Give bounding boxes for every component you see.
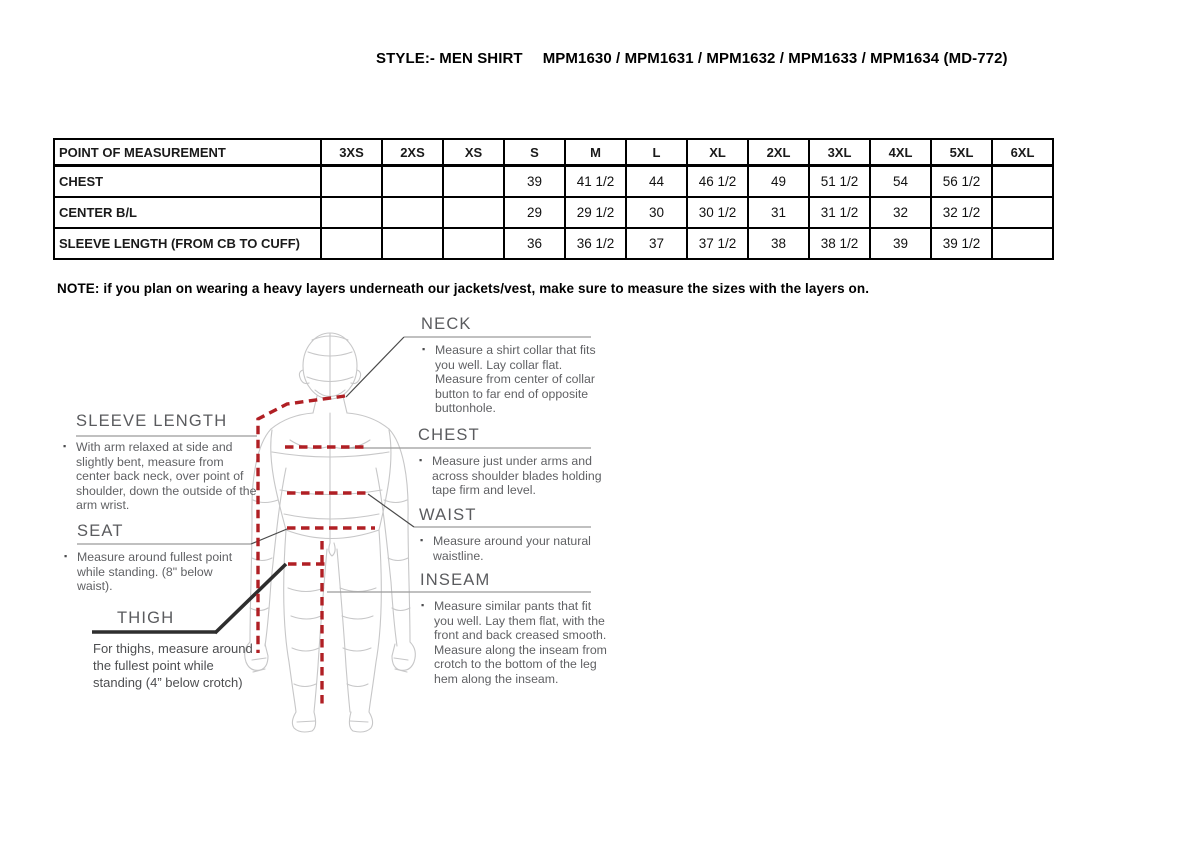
neck-heading: NECK — [421, 315, 472, 333]
measurement-value-cell: 29 1/2 — [565, 197, 626, 228]
chest-description: ▪ Measure just under arms and across shoulder blades holding tape firm and level. — [419, 454, 602, 497]
inseam-description: ▪ Measure similar pants that fit you well. Lay them flat, with the front and back creased smooth. Measure along the inseam from crotch to the bottom of the leg hem along the inseam. — [421, 599, 607, 686]
size-column-header: 5XL — [931, 139, 992, 166]
bullet-icon: ▪ — [421, 600, 425, 610]
size-column-header: 6XL — [992, 139, 1053, 166]
style-codes: MPM1630 / MPM1631 / MPM1632 / MPM1633 / MPM1634 (MD-772) — [542, 50, 1008, 67]
measurement-value-cell: 30 — [626, 197, 687, 228]
measurement-row-label: SLEEVE LENGTH (FROM CB TO CUFF) — [54, 228, 321, 259]
waist-label — [419, 506, 609, 563]
measurement-value-cell: 32 — [870, 197, 931, 228]
neck-description: ▪ Measure a shirt collar that fits you well. Lay collar flat. Measure from center of collar button to far end of opposite buttonhole. — [422, 343, 596, 415]
measurement-value-cell — [992, 228, 1053, 259]
measurement-value-cell: 30 1/2 — [687, 197, 748, 228]
style-label: STYLE:- MEN SHIRT — [376, 50, 523, 67]
table-row — [54, 228, 1053, 259]
chest-heading: CHEST — [418, 426, 480, 444]
measurement-value-cell: 54 — [870, 166, 931, 198]
seat-label — [63, 522, 249, 594]
bullet-icon: ▪ — [419, 455, 423, 465]
measurement-value-cell: 31 1/2 — [809, 197, 870, 228]
measurement-value-cell — [992, 166, 1053, 198]
measurement-value-cell — [443, 197, 504, 228]
measurement-value-cell: 39 — [870, 228, 931, 259]
chest-label — [418, 426, 608, 498]
waist-description: ▪ Measure around your natural waistline. — [420, 534, 591, 563]
point-of-measurement-header: POINT OF MEASUREMENT — [54, 139, 321, 166]
measurement-value-cell: 37 1/2 — [687, 228, 748, 259]
table-header-row — [54, 139, 1053, 166]
measurement-row-label: CENTER B/L — [54, 197, 321, 228]
measurement-value-cell — [443, 228, 504, 259]
thigh-heading: THIGH — [117, 609, 175, 627]
pointer-lines — [251, 337, 414, 544]
measurement-value-cell: 37 — [626, 228, 687, 259]
measurement-value-cell — [321, 166, 382, 198]
measurement-dashed-lines — [258, 396, 375, 706]
measurement-table — [53, 138, 1054, 260]
measurement-value-cell: 38 — [748, 228, 809, 259]
bullet-icon: ▪ — [64, 551, 68, 561]
measurement-value-cell: 49 — [748, 166, 809, 198]
size-column-header: 3XS — [321, 139, 382, 166]
size-column-header: L — [626, 139, 687, 166]
measurement-value-cell — [443, 166, 504, 198]
table-row — [54, 197, 1053, 228]
measurement-value-cell: 39 1/2 — [931, 228, 992, 259]
sleeve-length-heading: SLEEVE LENGTH — [76, 412, 228, 430]
measurement-value-cell — [321, 228, 382, 259]
measurement-value-cell — [382, 166, 443, 198]
note-text: NOTE: if you plan on wearing a heavy layers underneath our jackets/vest, make sure to measure the sizes with the layers on. — [57, 281, 870, 296]
size-column-header: 2XL — [748, 139, 809, 166]
measurement-value-cell: 32 1/2 — [931, 197, 992, 228]
table-row — [54, 166, 1053, 198]
measurement-value-cell: 29 — [504, 197, 565, 228]
seat-heading: SEAT — [77, 522, 124, 540]
measurement-value-cell: 39 — [504, 166, 565, 198]
inseam-label — [420, 571, 610, 686]
measurement-value-cell: 46 1/2 — [687, 166, 748, 198]
size-column-header: XS — [443, 139, 504, 166]
measurement-value-cell — [382, 197, 443, 228]
size-column-header: XL — [687, 139, 748, 166]
size-column-header: 4XL — [870, 139, 931, 166]
neck-label — [421, 315, 611, 416]
inseam-heading: INSEAM — [420, 571, 491, 589]
bullet-icon: ▪ — [63, 441, 67, 451]
measurement-value-cell: 38 1/2 — [809, 228, 870, 259]
document-title — [376, 50, 1008, 67]
measurement-diagram — [0, 300, 1200, 845]
size-column-header: S — [504, 139, 565, 166]
sleeve-length-description: ▪ With arm relaxed at side and slightly bent, measure from center back neck, over point of shoulder, down the outside of the arm wrist. — [63, 440, 257, 512]
measurement-value-cell — [382, 228, 443, 259]
measurement-value-cell: 41 1/2 — [565, 166, 626, 198]
thigh-description: For thighs, measure around the fullest point while standing (4” below crotch) — [93, 641, 253, 690]
thigh-label — [93, 609, 265, 692]
measurement-value-cell: 36 1/2 — [565, 228, 626, 259]
size-column-header: M — [565, 139, 626, 166]
size-column-header: 2XS — [382, 139, 443, 166]
measurement-value-cell: 36 — [504, 228, 565, 259]
bullet-icon: ▪ — [420, 535, 424, 545]
size-column-header: 3XL — [809, 139, 870, 166]
measurement-value-cell: 56 1/2 — [931, 166, 992, 198]
wireframe-body — [245, 333, 416, 732]
measurement-value-cell: 51 1/2 — [809, 166, 870, 198]
measurement-value-cell — [321, 197, 382, 228]
measurement-value-cell: 31 — [748, 197, 809, 228]
measurement-value-cell — [992, 197, 1053, 228]
seat-description: ▪ Measure around fullest point while standing. (8" below waist). — [64, 550, 233, 593]
measurement-row-label: CHEST — [54, 166, 321, 198]
measurement-value-cell: 44 — [626, 166, 687, 198]
waist-heading: WAIST — [419, 506, 477, 524]
sleeve-length-label — [62, 412, 258, 513]
bullet-icon: ▪ — [422, 344, 426, 354]
